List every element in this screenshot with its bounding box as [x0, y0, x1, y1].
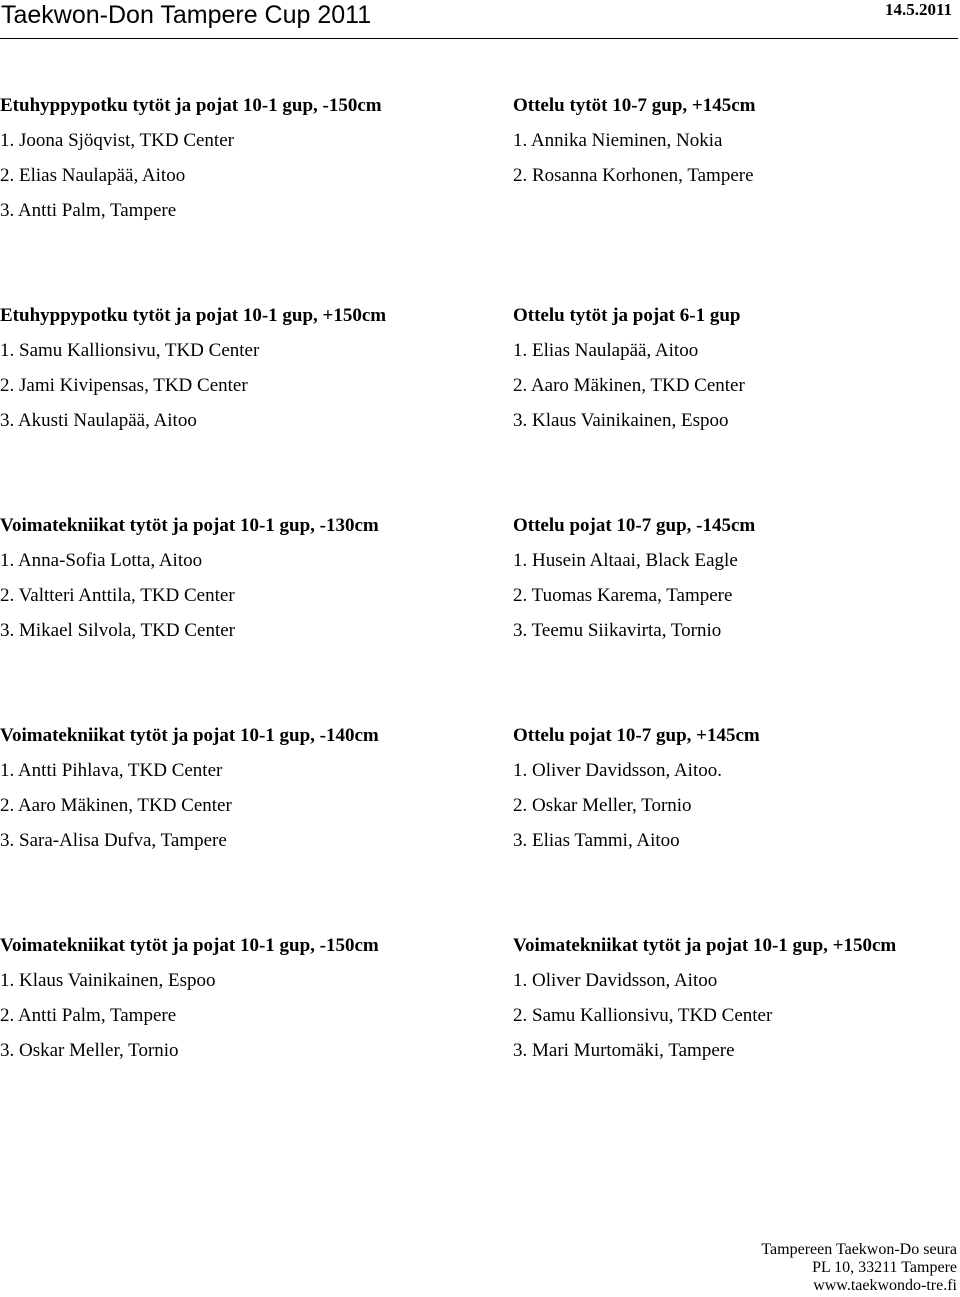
- footer-organization: Tampereen Taekwon-Do seura: [761, 1241, 957, 1258]
- section-title: Ottelu pojat 10-7 gup, -145cm: [513, 515, 756, 536]
- section-title: Etuhyppypotku tytöt ja pojat 10-1 gup, -150cm: [0, 95, 382, 116]
- results-row: [0, 508, 960, 718]
- result-line: 1. Oliver Davidsson, Aitoo: [513, 970, 718, 991]
- section-title: Voimatekniikat tytöt ja pojat 10-1 gup, -130cm: [0, 515, 379, 536]
- section-title: Ottelu tytöt ja pojat 6-1 gup: [513, 305, 741, 326]
- results-section: [513, 88, 960, 298]
- section-title: Voimatekniikat tytöt ja pojat 10-1 gup, -150cm: [0, 935, 379, 956]
- result-line: 1. Joona Sjöqvist, TKD Center: [0, 130, 234, 151]
- result-line: 2. Oskar Meller, Tornio: [513, 795, 692, 816]
- results-section: [0, 928, 513, 1138]
- page-footer: [761, 1241, 957, 1295]
- footer-website-link[interactable]: www.taekwondo-tre.fi: [813, 1277, 957, 1294]
- result-line: 3. Elias Tammi, Aitoo: [513, 830, 680, 851]
- results-section: [0, 88, 513, 298]
- section-title: Ottelu pojat 10-7 gup, +145cm: [513, 725, 760, 746]
- section-title: Ottelu tytöt 10-7 gup, +145cm: [513, 95, 756, 116]
- result-line: 2. Valtteri Anttila, TKD Center: [0, 585, 235, 606]
- result-line: 1. Oliver Davidsson, Aitoo.: [513, 760, 722, 781]
- result-line: 3. Klaus Vainikainen, Espoo: [513, 410, 729, 431]
- results-row: [0, 928, 960, 1138]
- page-header: [0, 0, 958, 39]
- result-line: 2. Elias Naulapää, Aitoo: [0, 165, 186, 186]
- section-title: Voimatekniikat tytöt ja pojat 10-1 gup, +150cm: [513, 935, 897, 956]
- footer-address: PL 10, 33211 Tampere: [812, 1259, 957, 1276]
- results-grid: [0, 88, 960, 1138]
- result-line: 3. Mikael Silvola, TKD Center: [0, 620, 236, 641]
- result-line: 3. Mari Murtomäki, Tampere: [513, 1040, 735, 1061]
- result-line: 2. Aaro Mäkinen, TKD Center: [0, 795, 232, 816]
- results-section: [513, 298, 960, 508]
- results-row: [0, 298, 960, 508]
- result-line: 1. Klaus Vainikainen, Espoo: [0, 970, 216, 991]
- result-line: 3. Antti Palm, Tampere: [0, 200, 177, 221]
- results-section: [0, 508, 513, 718]
- results-section: [513, 928, 960, 1138]
- results-section: [513, 508, 960, 718]
- result-line: 3. Akusti Naulapää, Aitoo: [0, 410, 197, 431]
- result-line: 1. Anna-Sofia Lotta, Aitoo: [0, 550, 203, 571]
- result-line: 1. Elias Naulapää, Aitoo: [513, 340, 699, 361]
- result-line: 2. Jami Kivipensas, TKD Center: [0, 375, 248, 396]
- result-line: 1. Husein Altaai, Black Eagle: [513, 550, 738, 571]
- result-line: 2. Aaro Mäkinen, TKD Center: [513, 375, 745, 396]
- result-line: 1. Samu Kallionsivu, TKD Center: [0, 340, 260, 361]
- result-line: 3. Sara-Alisa Dufva, Tampere: [0, 830, 227, 851]
- results-section: [0, 298, 513, 508]
- result-line: 1. Annika Nieminen, Nokia: [513, 130, 723, 151]
- result-line: 2. Antti Palm, Tampere: [0, 1005, 177, 1026]
- result-line: 2. Rosanna Korhonen, Tampere: [513, 165, 754, 186]
- results-section: [513, 718, 960, 928]
- document-title: Taekwon-Don Tampere Cup 2011: [1, 1, 372, 29]
- section-title: Voimatekniikat tytöt ja pojat 10-1 gup, -140cm: [0, 725, 379, 746]
- section-title: Etuhyppypotku tytöt ja pojat 10-1 gup, +150cm: [0, 305, 387, 326]
- document-date: 14.5.2011: [884, 0, 952, 19]
- result-line: 2. Samu Kallionsivu, TKD Center: [513, 1005, 773, 1026]
- result-line: 3. Oskar Meller, Tornio: [0, 1040, 179, 1061]
- results-row: [0, 718, 960, 928]
- result-line: 1. Antti Pihlava, TKD Center: [0, 760, 223, 781]
- result-line: 2. Tuomas Karema, Tampere: [513, 585, 733, 606]
- results-section: [0, 718, 513, 928]
- result-line: 3. Teemu Siikavirta, Tornio: [513, 620, 722, 641]
- results-row: [0, 88, 960, 298]
